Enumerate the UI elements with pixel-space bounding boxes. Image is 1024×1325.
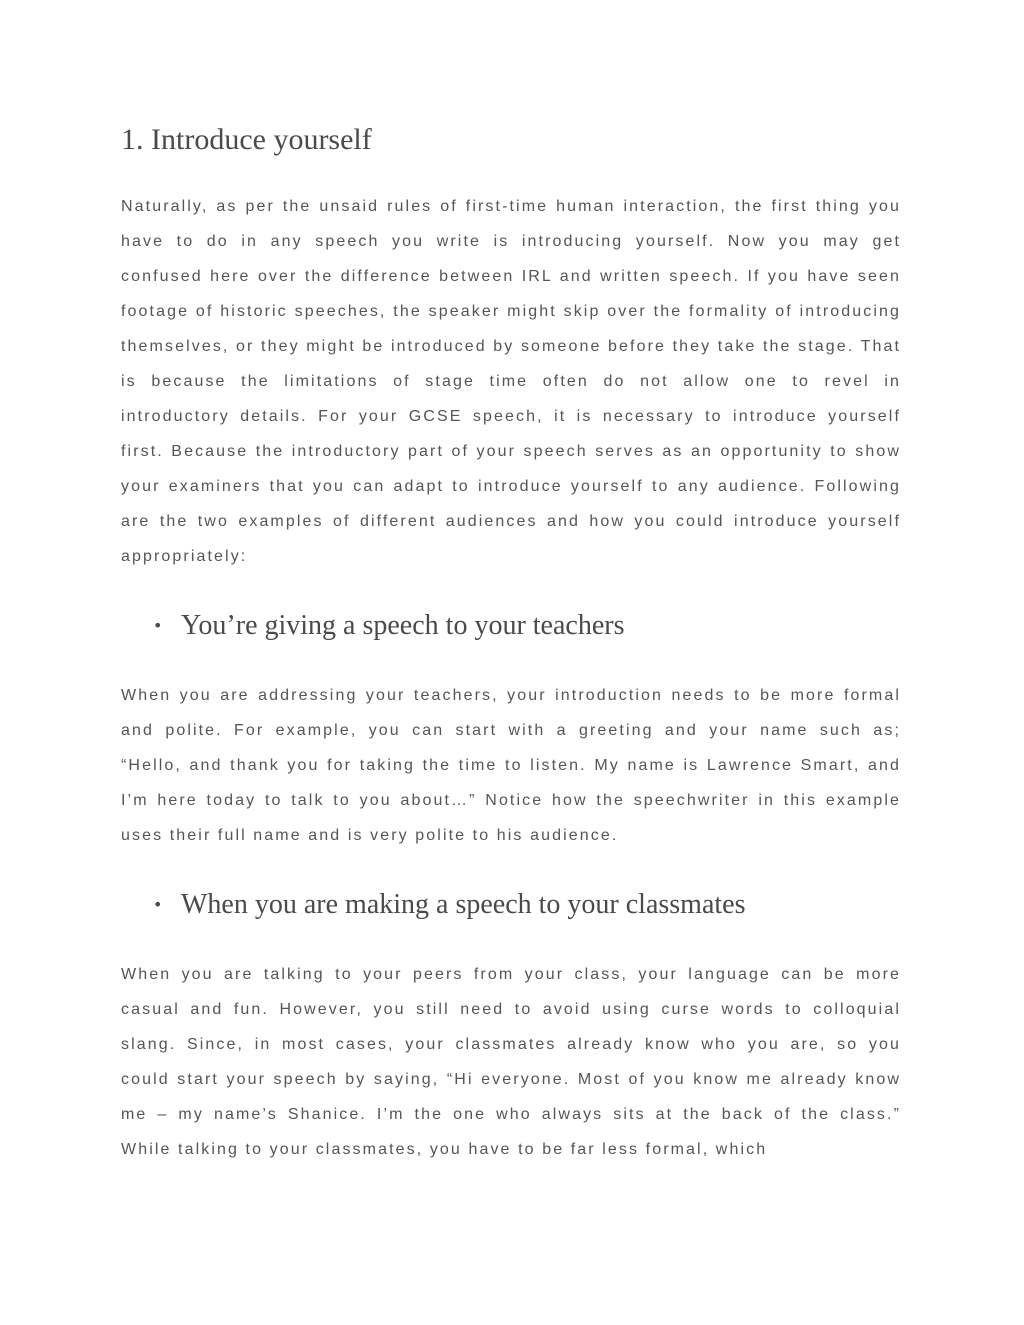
classmates-paragraph: When you are talking to your peers from your class, your language can be more casual and fun. However, you still need to avoid using curse words to colloquial slang. Since, in most cases, your classmates already know who you are, so you could start your speech by saying, “Hi everyone. Most of you know me already know me – my name’s Shanice. I’m the one who always sits at the back of the class.” While talking to your classmates, you have to be far less formal, which [121,966,901,1158]
bullet-icon: • [153,895,163,914]
document-content [121,118,901,1167]
bullet-icon: • [153,616,163,635]
intro-paragraph: Naturally, as per the unsaid rules of first-time human interaction, the first thing you have to do in any speech you write is introducing yourself. Now you may get confused here over the difference between IRL and written speech. If you have seen footage of historic speeches, the speaker might skip over the formality of introducing themselves, or they might be introduced by someone before they take the stage. That is because the limitations of stage time often do not allow one to revel in introductory details. For your GCSE speech, it is necessary to introduce yourself first. Because the introductory part of your speech serves as an opportunity to show your examiners that you can adapt to introduce yourself to any audience. Following are the two examples of different audiences and how you could introduce yourself appropriately: [121,198,901,565]
subsection-heading-classmates [121,883,901,927]
subsection-heading-teachers-text: You’re giving a speech to your teachers [181,610,625,641]
teachers-paragraph: When you are addressing your teachers, your introduction needs to be more formal and polite. For example, you can start with a greeting and your name such as; “Hello, and thank you for taking the time to listen. My name is Lawrence Smart, and I’m here today to talk to you about…” Notice how the speechwriter in this example uses their full name and is very polite to his audience. [121,687,901,844]
section-heading: 1. Introduce yourself [121,123,372,156]
subsection-heading-teachers [121,604,901,648]
subsection-heading-classmates-text: When you are making a speech to your classmates [181,889,746,920]
